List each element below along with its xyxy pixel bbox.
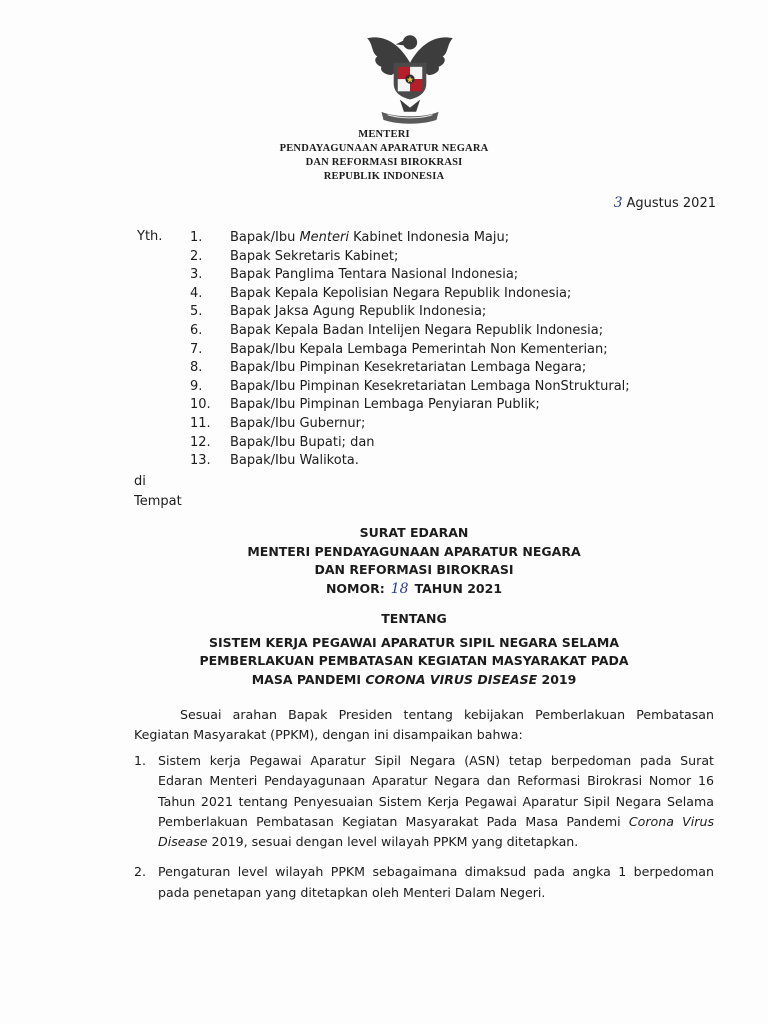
recipient-name: Bapak/Ibu Pimpinan Kesekretariatan Lembaga NonStruktural;: [230, 378, 630, 394]
subject-line: PEMBERLAKUAN PEMBATASAN KEGIATAN MASYARAKAT PADA: [199, 653, 629, 668]
letterhead-line: PENDAYAGUNAAN APARATUR NEGARA: [279, 143, 489, 154]
title-line: SURAT EDARAN: [359, 525, 469, 540]
intro-paragraph: Sesuai arahan Bapak Presiden tentang kebijakan Pemberlakuan Pembatasan Kegiatan Masyarakat (PPKM), dengan ini disampaikan bahwa:: [134, 707, 714, 742]
document-title: [134, 524, 694, 689]
addressee-label: Yth.: [137, 229, 163, 244]
tentang-heading: TENTANG: [381, 611, 447, 626]
recipient-name: Bapak Kepala Badan Intelijen Negara Republik Indonesia;: [230, 322, 604, 338]
recipient-number: 11.: [190, 415, 211, 431]
address-location: [134, 472, 182, 512]
list-item: [190, 322, 670, 341]
recipient-name: Bapak Sekretaris Kabinet;: [230, 248, 399, 264]
recipient-name: Bapak/Ibu Kepala Lembaga Pemerintah Non Kementerian;: [230, 341, 608, 357]
title-line: DAN REFORMASI BIROKRASI: [314, 562, 514, 577]
recipient-name: Bapak/Ibu Pimpinan Lembaga Penyiaran Publik;: [230, 397, 540, 413]
address-tempat: Tempat: [134, 494, 182, 509]
recipient-name: Bapak/Ibu Walikota.: [230, 453, 359, 469]
point-text: Sistem kerja Pegawai Aparatur Sipil Negara (ASN) tetap berpedoman pada Surat Edaran Menteri Pendayagunaan Aparatur Negara dan Reformasi Birokrasi Nomor 16 Tahun 2021 tentang Penyesuaian Sistem Kerja Pegawai Aparatur Sipil Negara Selama Pemberlakuan Pembatasan Kegiatan Masyarakat Pada Masa Pandemi Corona Virus Disease 2019, sesuai dengan level wilayah PPKM yang ditetapkan.: [158, 753, 715, 850]
point-number: 1.: [134, 753, 147, 768]
point-text: Pengaturan level wilayah PPKM sebagaimana dimaksud pada angka 1 berpedoman pada penetapan yang ditetapkan oleh Menteri Dalam Negeri.: [158, 864, 714, 900]
list-item: [190, 285, 670, 304]
title-line: MENTERI PENDAYAGUNAAN APARATUR NEGARA: [247, 543, 581, 559]
recipient-number: 13.: [190, 453, 211, 469]
address-di: di: [134, 474, 146, 489]
letterhead-line: REPUBLIK INDONESIA: [323, 171, 445, 182]
list-item: [190, 248, 670, 267]
recipient-number: 9.: [190, 378, 203, 394]
recipient-number: 4.: [190, 285, 203, 301]
list-item: [190, 303, 670, 322]
list-item: [190, 341, 670, 360]
letterhead-title: [234, 128, 534, 184]
list-item: [190, 396, 670, 415]
subject-line: MASA PANDEMI CORONA VIRUS DISEASE 2019: [251, 671, 577, 687]
document-number: NOMOR: 18 TAHUN 2021: [325, 580, 503, 597]
recipient-number: 1.: [190, 230, 203, 245]
recipient-list: [190, 229, 670, 471]
recipient-number: 6.: [190, 322, 203, 338]
letterhead-line: MENTERI: [358, 129, 410, 140]
list-item: [190, 452, 670, 471]
recipient-name: Bapak/Ibu Pimpinan Kesekretariatan Lembaga Negara;: [230, 360, 587, 376]
recipient-name: Bapak/Ibu Bupati; dan: [230, 434, 375, 450]
recipient-name: Bapak/Ibu Gubernur;: [230, 415, 366, 431]
recipient-number: 2.: [190, 248, 203, 264]
list-item: [134, 862, 714, 903]
subject-line: SISTEM KERJA PEGAWAI APARATUR SIPIL NEGARA SELAMA: [208, 634, 620, 650]
points-list: [134, 751, 714, 913]
recipient-number: 8.: [190, 360, 203, 376]
letterhead-line: DAN REFORMASI BIROKRASI: [305, 157, 463, 168]
list-item: [190, 378, 670, 397]
recipient-number: 7.: [190, 341, 203, 357]
recipient-number: 3.: [190, 267, 203, 283]
recipient-name: Bapak/Ibu Menteri Kabinet Indonesia Maju;: [230, 230, 510, 245]
recipient-name: Bapak Kepala Kepolisian Negara Republik Indonesia;: [230, 285, 572, 301]
point-number: 2.: [134, 864, 147, 880]
list-item: [190, 434, 670, 453]
list-item: [190, 415, 670, 434]
handwritten-number: 18: [390, 580, 409, 597]
list-item: [190, 266, 670, 285]
list-item: [190, 229, 670, 248]
date-day: 3: [613, 195, 623, 211]
list-item: [190, 359, 670, 378]
garuda-pancasila-emblem: [359, 24, 461, 126]
list-item: [134, 751, 714, 852]
date-month-year: Agustus 2021: [626, 196, 716, 211]
recipient-number: 12.: [190, 434, 211, 450]
recipient-name: Bapak Jaksa Agung Republik Indonesia;: [230, 304, 487, 320]
recipient-number: 5.: [190, 304, 203, 320]
recipient-number: 10.: [190, 397, 211, 413]
recipient-name: Bapak Panglima Tentara Nasional Indonesia;: [230, 267, 519, 283]
letter-date: [560, 195, 716, 211]
